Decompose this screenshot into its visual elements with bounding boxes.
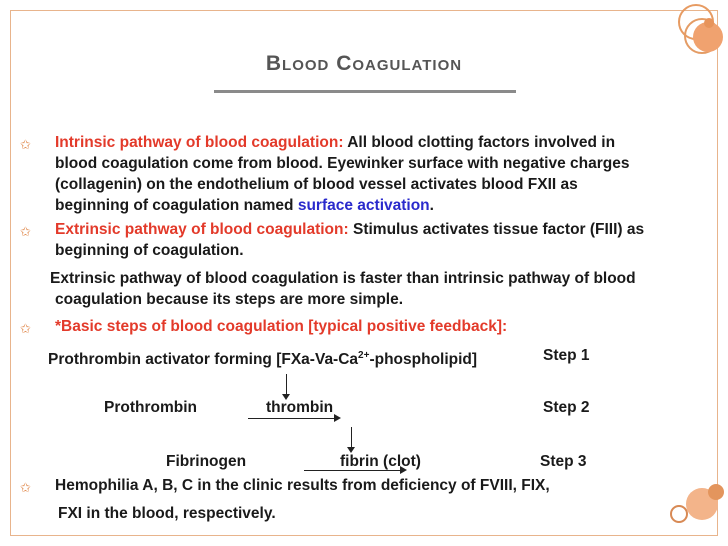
bullet-2-line-1 [55,219,644,240]
step-3-label: Step 3 [540,453,587,470]
bullet-1-line-4-text: beginning of coagulation named [55,197,298,214]
down-arrow-icon [282,394,290,400]
bullet-4-line-2: FXI in the blood, respectively. [58,505,276,522]
superscript: 2+ [358,350,370,361]
down-arrow-line [286,374,287,396]
basic-steps-heading: *Basic steps of blood coagulation [typical positive feedback]: [55,318,508,335]
fibrinogen-label: Fibrinogen [166,453,247,470]
decorative-circle [708,484,724,500]
right-arrow-icon [334,414,341,422]
step-1-prefix: Prothrombin activator forming [FXa-Va-Ca [48,351,359,369]
period: . [429,197,434,214]
intrinsic-label: Intrinsic pathway of blood coagulation: [55,134,344,151]
thrombin-label: thrombin [266,399,334,416]
bullet-4-line-1: Hemophilia A, B, C in the clinic results from deficiency of FVIII, FIX, [55,477,550,494]
down-arrow-line [351,427,352,449]
step-1-text [48,345,477,370]
bullet-icon: ✩ [20,224,31,239]
bullet-1-line-2: blood coagulation come from blood. Eyewinker surface with negative charges [55,155,630,172]
bullet-1-text: All blood clotting factors involved in [347,134,616,151]
decorative-circle [670,505,688,523]
right-arrow-line [304,470,402,471]
extrinsic-label: Extrinsic pathway of blood coagulation: [55,221,349,238]
bullet-2-line-2: beginning of coagulation. [55,242,244,259]
page-title: Blood Coagulation [265,52,463,75]
fibrin-label: fibrin (clot) [340,453,421,470]
decorative-circle [704,18,714,28]
step-2-label: Step 2 [543,399,590,416]
right-arrow-icon [400,466,407,474]
bullet-icon: ✩ [20,480,31,495]
paragraph-line-2: coagulation because its steps are more simple. [55,291,404,308]
title-underline [214,90,516,93]
step-1-suffix: -phospholipid] [369,351,478,369]
down-arrow-icon [347,447,355,453]
prothrombin-label: Prothrombin [104,399,197,416]
step-1-label: Step 1 [543,347,590,364]
bullet-1-line-1 [55,132,615,153]
bullet-1-line-4 [55,195,434,216]
paragraph-line-1: Extrinsic pathway of blood coagulation is faster than intrinsic pathway of blood [50,270,636,287]
bullet-2-text: Stimulus activates tissue factor (FIII) as [352,221,645,238]
bullet-1-line-3: (collagenin) on the endothelium of blood vessel activates blood FXII as [55,176,578,193]
right-arrow-line [248,418,336,419]
bullet-icon: ✩ [20,321,31,336]
surface-activation-term: surface activation [297,197,430,214]
bullet-icon: ✩ [20,137,31,152]
